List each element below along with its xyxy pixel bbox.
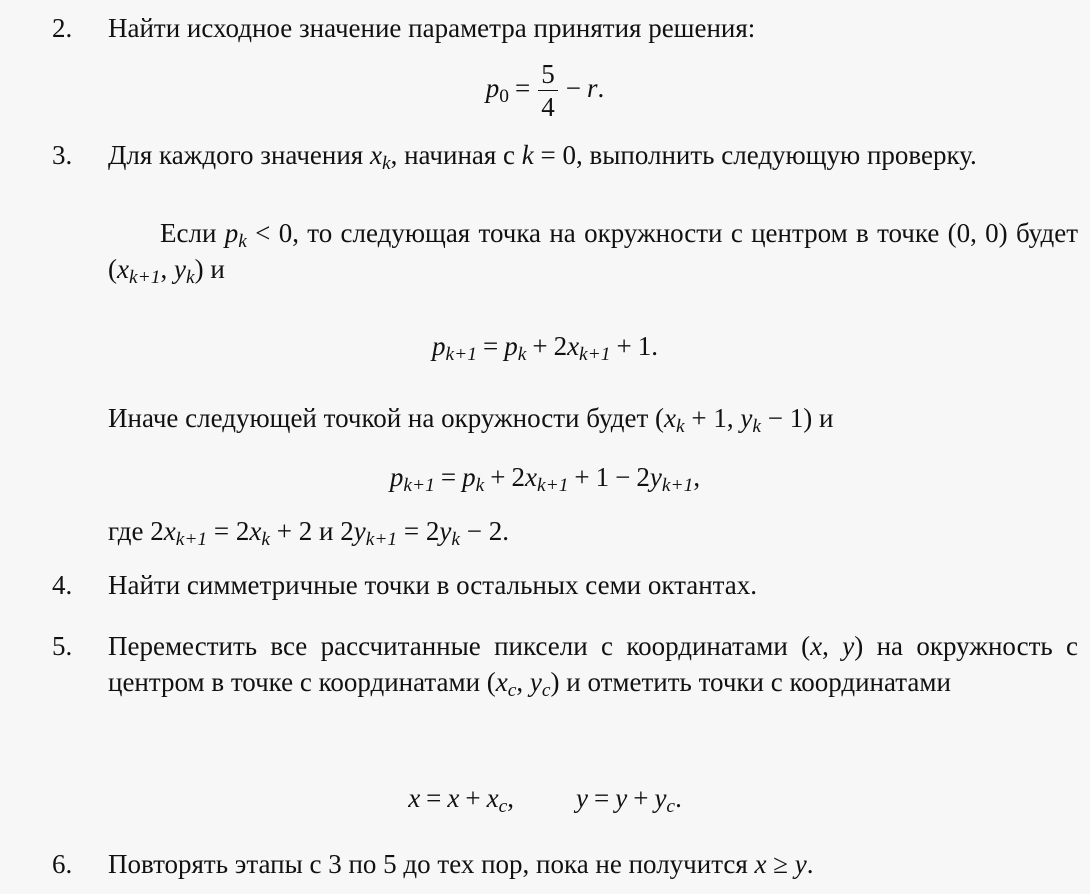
formula-p0: p0 = $\frac{5}{4}$ − r. <box>485 59 605 123</box>
step-text: Найти симметричные точки в остальных семи октантах. <box>108 570 758 600</box>
step-3-else <box>52 400 1078 436</box>
step-number: 5. <box>52 631 73 661</box>
step-3 <box>52 137 1078 173</box>
step-2 <box>52 10 1078 46</box>
step-number: 2. <box>52 13 73 43</box>
step-4 <box>52 567 1078 603</box>
formula-p-next-1: pk+1 = pk + 2xk+1 + 1. <box>431 331 658 365</box>
else-text: Иначе следующей точкой на окружности будет (xk + 1, yk − 1) и <box>108 403 834 437</box>
step-number: 3. <box>52 140 73 170</box>
step-6 <box>52 846 1078 882</box>
step-number: 4. <box>52 570 73 600</box>
where-text: где 2xk+1 = 2xk + 2 и 2yk+1 = 2yk − 2. <box>108 516 509 550</box>
step-text: Повторять этапы с 3 по 5 до тех пор, пока не получится x ≥ y. <box>108 849 814 879</box>
step-3-where <box>52 513 1078 549</box>
step-text: Для каждого значения xk, начиная с k = 0, выполнить следующую проверку. <box>108 140 977 174</box>
step-text: Переместить все рассчитанные пиксели с координатами (x, y) на окружность с центром в точке с координатами (xc, yc) и отметить точки с координатами <box>108 631 1079 702</box>
step-3-condition <box>52 215 1078 288</box>
formula-translate: x = x + xc, y = y + yc. <box>408 783 682 817</box>
formula-p-next-2: pk+1 = pk + 2xk+1 + 1 − 2yk+1, <box>389 462 701 496</box>
step-text: Найти исходное значение параметра принятия решения: <box>108 13 756 43</box>
step-number: 6. <box>52 849 73 879</box>
condition-text: Если pk < 0, то следующая точка на окружности с центром в точке (0, 0) будет (xk+1, yk) и <box>108 218 1079 289</box>
step-5 <box>52 628 1078 701</box>
